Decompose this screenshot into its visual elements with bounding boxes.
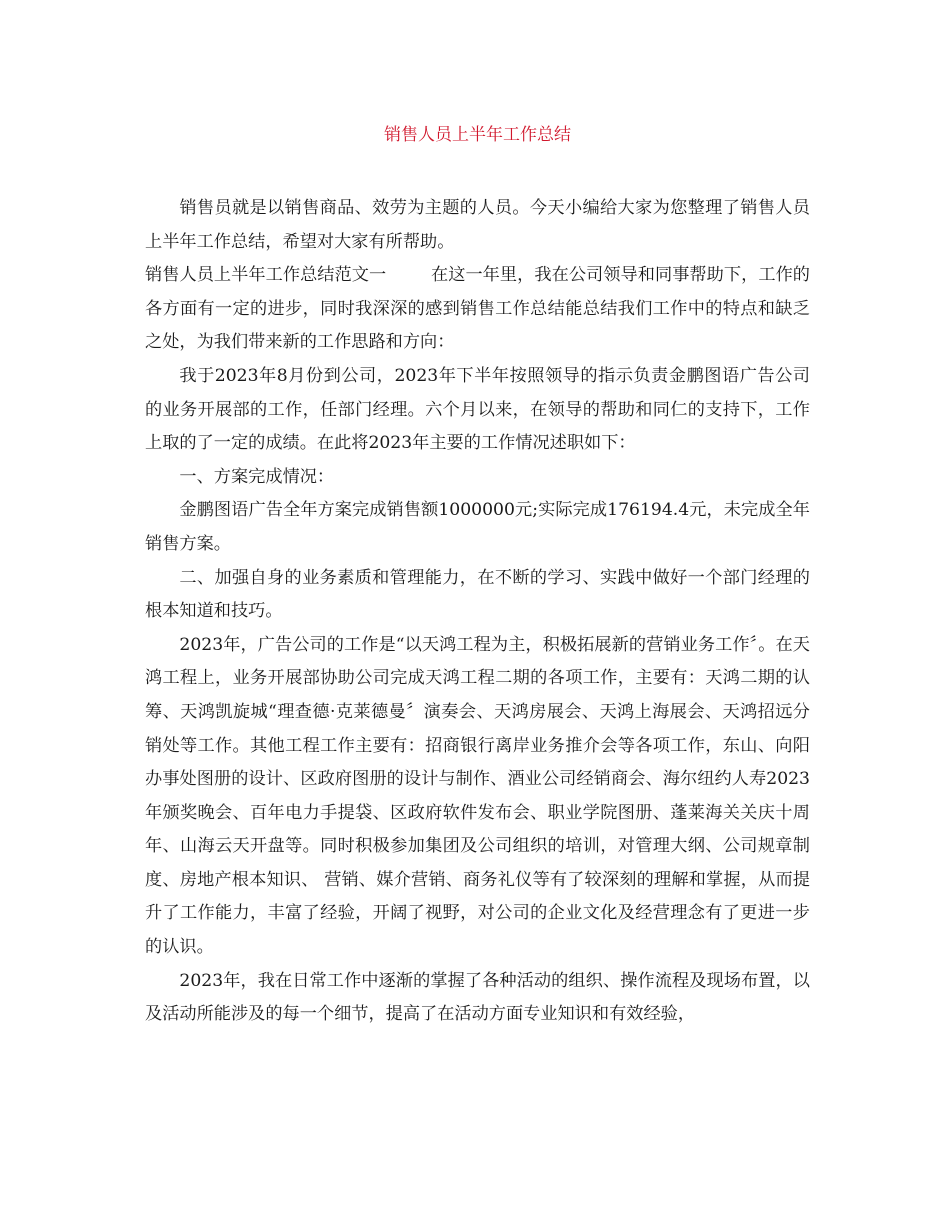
body-paragraph-3: 金鹏图语广告全年方案完成销售额1000000元;实际完成176194.4元，未完成全年销售方案。: [145, 500, 810, 554]
section-heading: 销售人员上半年工作总结范文一: [145, 265, 387, 286]
document-body: [145, 192, 810, 1032]
body-paragraph-6: 2023年，我在日常工作中逐渐的掌握了各种活动的组织、操作流程及现场布置，以及活动所能涉及的每一个细节，提高了在活动方面专业知识和有效经验，: [145, 970, 810, 1025]
body-paragraph-4: 二、加强自身的业务素质和管理能力，在不断的学习、实践中做好一个部门经理的根本知道和技巧。: [145, 567, 810, 622]
intro-paragraph: 销售员就是以销售商品、效劳为主题的人员。今天小编给大家为您整理了销售人员上半年工作总结，希望对大家有所帮助。: [145, 198, 810, 252]
body-paragraph-5: 2023年，广告公司的工作是“以天鸿工程为主，积极拓展新的营销业务工作〞。在天鸿工程上，业务开展部协助公司完成天鸿工程二期的各项工作，主要有：天鸿二期的认筹、天鸿凯旋城“理查德·克莱德曼〞演奏会、天鸿房展会、天鸿上海展会、天鸿招远分销处等工作。其他工程工作主要有：招商银行离岸业务推介会等各项工作，东山、向阳办事处图册的设计、区政府图册的设计与制作、酒业公司经销商会、海尔纽约人寿2023年颁奖晚会、百年电力手提袋、区政府软件发布会、职业学院图册、蓬莱海关关庆十周年、山海云天开盘等。同时积极参加集团及公司组织的培训，对管理大纲、公司规章制度、房地产根本知识、 营销、媒介营销、商务礼仪等有了较深刻的理解和掌握，从而提升了工作能力，丰富了经验，开阔了视野，对公司的企业文化及经营理念有了更进一步的认识。: [145, 634, 810, 958]
section-paragraph: [145, 259, 810, 360]
document-title: 销售人员上半年工作总结: [384, 125, 571, 145]
body-paragraph-1: 我于2023年8月份到公司，2023年下半年按照领导的指示负责金鹏图语广告公司的业务开展部的工作，任部门经理。六个月以来，在领导的帮助和同仁的支持下，工作上取的了一定的成绩。在此将2023年主要的工作情况述职如下：: [145, 365, 810, 454]
body-paragraph-2: 一、方案完成情况：: [179, 466, 335, 487]
section-opening: 在这一年里，我在公司领导和同事帮助下，工作的各方面有一定的进步，同时我深深的感到销售工作总结能总结我们工作中的特点和缺乏之处，为我们带来新的工作思路和方向：: [145, 265, 810, 353]
